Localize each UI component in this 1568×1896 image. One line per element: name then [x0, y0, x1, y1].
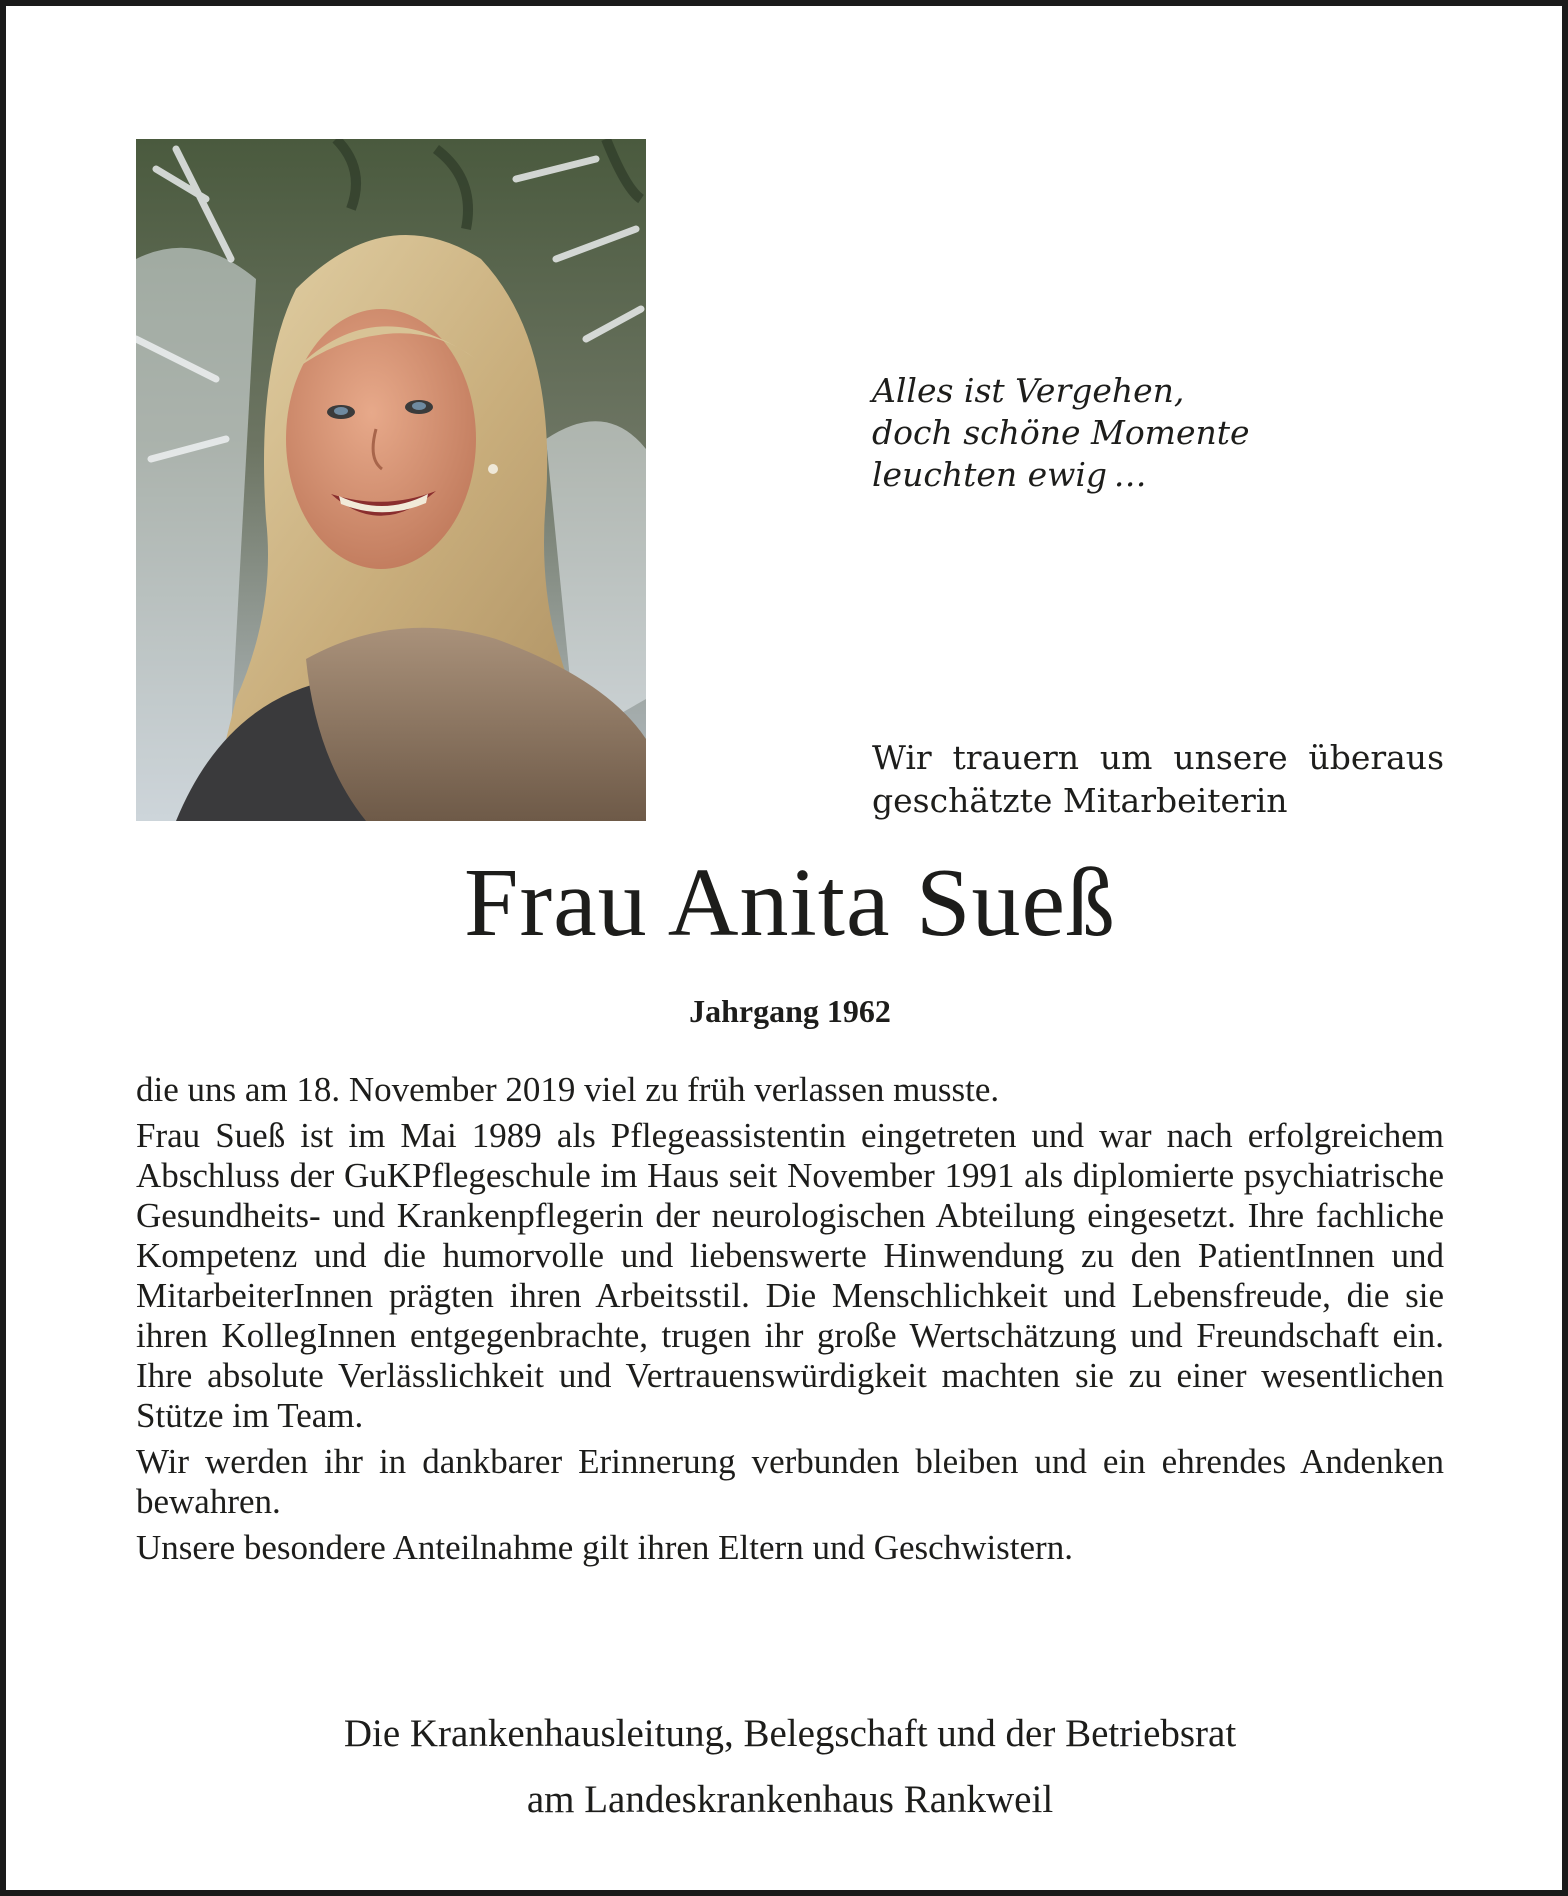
- quote-line: doch schöne Momente: [872, 413, 1250, 452]
- signature-block: [6, 1701, 1568, 1833]
- signature-line: Die Krankenhausleitung, Belegschaft und der Betriebsrat: [343, 1712, 1237, 1755]
- obituary-text: [136, 1070, 1444, 1574]
- obituary-paragraph: Frau Sueß ist im Mai 1989 als Pflegeassistentin eingetreten und war nach erfolgreichem Abschluss der GuKPflegeschule im Haus seit November 1991 als diplomierte psychiatrische Gesundheits- und Krankenpflegerin der neurologischen Abteilung eingesetzt. Ihre fachliche Kompetenz und die humorvolle und liebenswerte Hinwendung zu den PatientInnen und MitarbeiterInnen prägten ihren Arbeitsstil. Die Menschlichkeit und Lebensfreude, die sie ihren KollegInnen entgegenbrachte, trugen ihr große Wertschätzung und Freundschaft ein. Ihre absolute Verlässlichkeit und Vertrauenswürdigkeit machten sie zu einer wesentlichen Stütze im Team.: [136, 1116, 1444, 1435]
- birth-year: Jahrgang 1962: [689, 993, 891, 1029]
- memorial-quote: [872, 370, 1352, 496]
- obituary-paragraph: die uns am 18. November 2019 viel zu früh verlassen musste.: [136, 1070, 1000, 1109]
- deceased-name: Frau Anita Sueß: [464, 849, 1116, 957]
- quote-line: Alles ist Vergehen,: [872, 371, 1185, 410]
- signature-line: am Landeskrankenhaus Rankweil: [526, 1778, 1054, 1821]
- mourning-intro: Wir trauern um unsere überaus geschätzte Mitarbeiterin: [872, 738, 1444, 820]
- quote-line: leuchten ewig …: [872, 455, 1147, 494]
- obituary-paragraph: Unsere besondere Anteilnahme gilt ihren Eltern und Geschwistern.: [136, 1528, 1073, 1567]
- portrait-photo: [136, 139, 646, 821]
- obituary-paragraph: Wir werden ihr in dankbarer Erinnerung verbunden bleiben und ein ehrendes Andenken bewahren.: [136, 1442, 1444, 1521]
- portrait-image: [136, 139, 646, 821]
